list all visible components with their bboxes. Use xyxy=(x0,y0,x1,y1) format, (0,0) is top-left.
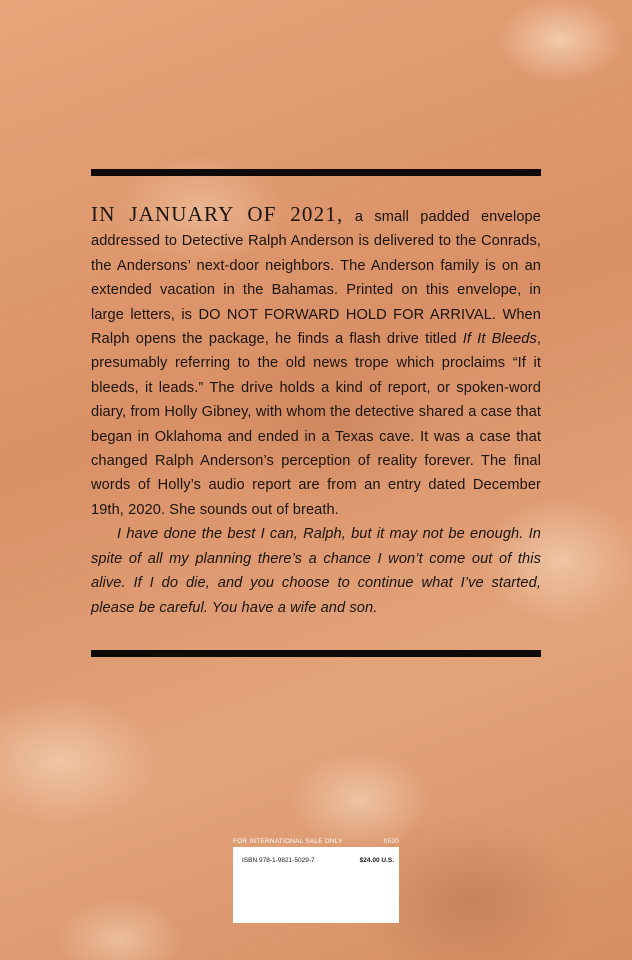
bottom-divider-rule xyxy=(91,650,541,657)
price-label: $24.00 U.S. xyxy=(359,857,394,864)
sale-code: 0520 xyxy=(383,838,399,845)
sale-note: FOR INTERNATIONAL SALE ONLY xyxy=(233,838,343,845)
top-divider-rule xyxy=(91,169,541,176)
barcode-label xyxy=(233,837,399,923)
blurb-text-part-1: a small padded envelope addressed to Detective Ralph Anderson is delivered to the Conrads, the Andersons’ next-door neighbors. The Anderson family is on an extended vacation in the Bahamas. Printed on this envelope, in large letters, is DO NOT FORWARD HOLD FOR ARRIVAL. When Ralph opens the package, he finds a flash drive titled xyxy=(91,209,541,348)
barcode-header xyxy=(233,837,399,847)
blurb-text-part-2: , presumably referring to the old news trope which proclaims “If it bleeds, it leads.” The drive holds a kind of report, or spoken-word diary, from Holly Gibney, with whom the detective shared a case that began in Oklahoma and ended in a Texas cave. It was a case that changed Ralph Anderson’s perception of reality forever. The final words of Holly’s audio report are from an entry dated December 19th, 2020. She sounds out of breath. xyxy=(91,331,542,518)
isbn-number: ISBN 978-1-9821-5029-7 xyxy=(242,857,315,864)
barcode-panel xyxy=(233,847,399,923)
blurb-text xyxy=(91,202,541,620)
blurb-paragraph xyxy=(91,202,541,522)
lead-heading: IN JANUARY OF 2021, xyxy=(91,202,344,226)
holly-quote: I have done the best I can, Ralph, but it may not be enough. In spite of all my planning there’s a chance I won’t come out of this alive. If I do die, and you choose to continue what I’ve started, please be careful. You have a wife and son. xyxy=(91,526,541,616)
book-title: If It Bleeds xyxy=(462,331,537,348)
